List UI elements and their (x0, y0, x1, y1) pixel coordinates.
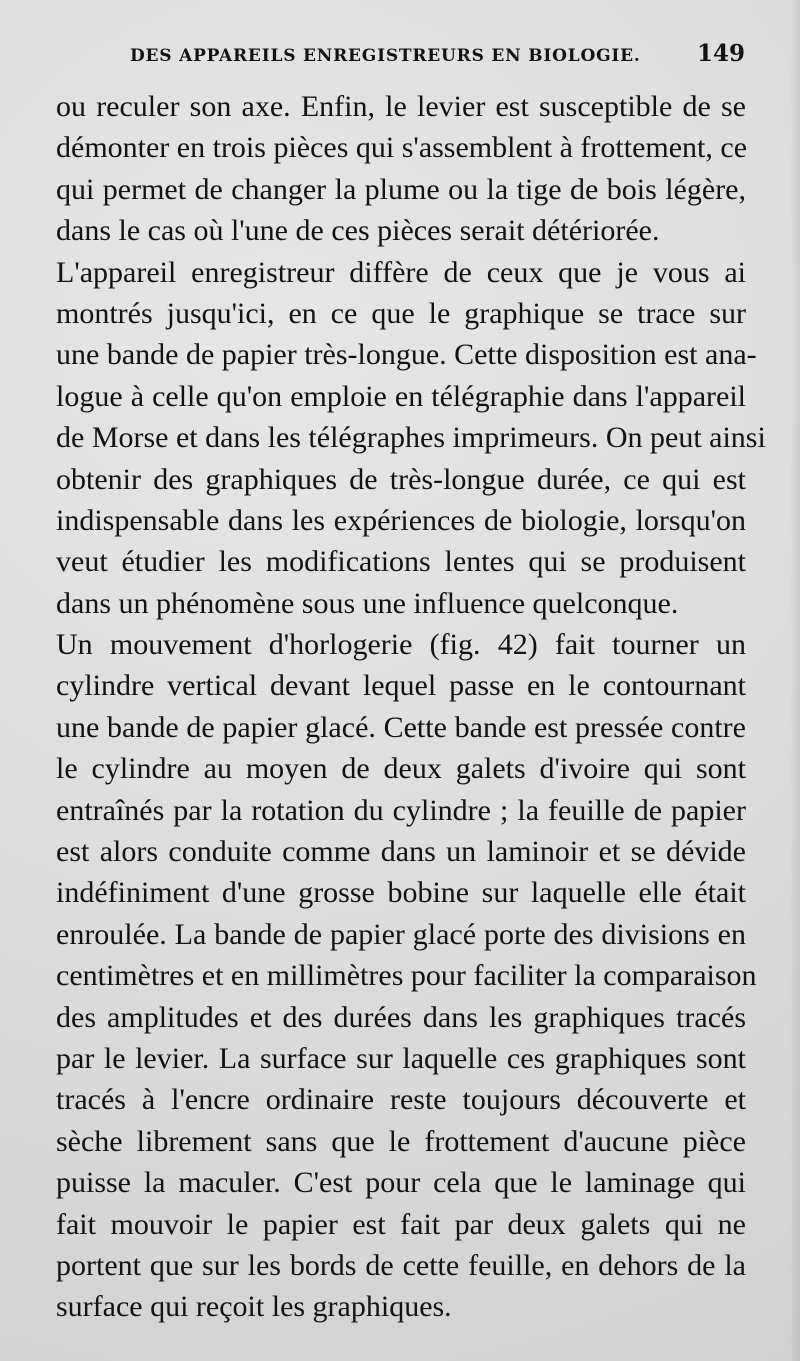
text-line: par le levier. La surface sur laquelle ces graphiques sont (56, 1041, 746, 1075)
text-line: indéfiniment d'une grosse bobine sur laquelle elle était (56, 876, 746, 910)
text-line: une bande de papier très-longue. Cette disposition est ana- (56, 338, 757, 372)
text-line: indispensable dans les expériences de biologie, lorsqu'on (56, 503, 746, 537)
text-line: puisse la maculer. C'est pour cela que le laminage qui (56, 1166, 746, 1200)
text-line: obtenir des graphiques de très-longue durée, ce qui est (56, 462, 746, 496)
body-text (56, 86, 766, 1328)
text-line: L'appareil enregistreur diffère de ceux que je vous ai (56, 255, 746, 289)
page-number: 149 (696, 40, 745, 67)
text-line: Un mouvement d'horlogerie (fig. 42) fait tourner un (56, 628, 746, 662)
text-line: ou reculer son axe. Enfin, le levier est susceptible de se (56, 90, 746, 123)
text-line: enroulée. La bande de papier glacé porte des divisions en (56, 917, 746, 951)
text-line: cylindre vertical devant lequel passe en le contournant (56, 669, 746, 703)
text-line: surface qui reçoit les graphiques. (56, 1290, 452, 1324)
text-line: qui permet de changer la plume ou la tige de bois légère, (56, 172, 746, 206)
running-head: DES APPAREILS ENREGISTREURS EN BIOLOGIE. (130, 46, 641, 66)
text-line: est alors conduite comme dans un laminoir et se dévide (56, 835, 746, 869)
text-line: démonter en trois pièces qui s'assemblent à frottement, ce (56, 131, 748, 165)
text-line: le cylindre au moyen de deux galets d'ivoire qui sont (56, 752, 746, 786)
text-line: de Morse et dans les télégraphes imprimeurs. On peut ainsi (56, 421, 766, 455)
text-line: centimètres et en millimètres pour faciliter la comparaison (56, 959, 757, 993)
page-header (130, 40, 745, 72)
text-line: logue à celle qu'on emploie en télégraphie dans l'appareil (56, 379, 746, 413)
text-line: dans le cas où l'une de ces pièces serait détériorée. (56, 214, 660, 248)
text-line: une bande de papier glacé. Cette bande est pressée contre (56, 710, 746, 744)
text-line: fait mouvoir le papier est fait par deux galets qui ne (56, 1207, 746, 1241)
text-line: dans un phénomène sous une influence quelconque. (56, 586, 679, 620)
text-line: veut étudier les modifications lentes qui se produisent (56, 545, 746, 579)
text-line: sèche librement sans que le frottement d'aucune pièce (56, 1124, 746, 1158)
text-line: des amplitudes et des durées dans les graphiques tracés (56, 1000, 746, 1034)
text-line: montrés jusqu'ici, en ce que le graphique se trace sur (56, 296, 746, 330)
text-line: tracés à l'encre ordinaire reste toujours découverte et (56, 1083, 746, 1117)
text-line: portent que sur les bords de cette feuille, en dehors de la (56, 1248, 746, 1282)
text-line: entraînés par la rotation du cylindre ; la feuille de papier (56, 793, 746, 827)
